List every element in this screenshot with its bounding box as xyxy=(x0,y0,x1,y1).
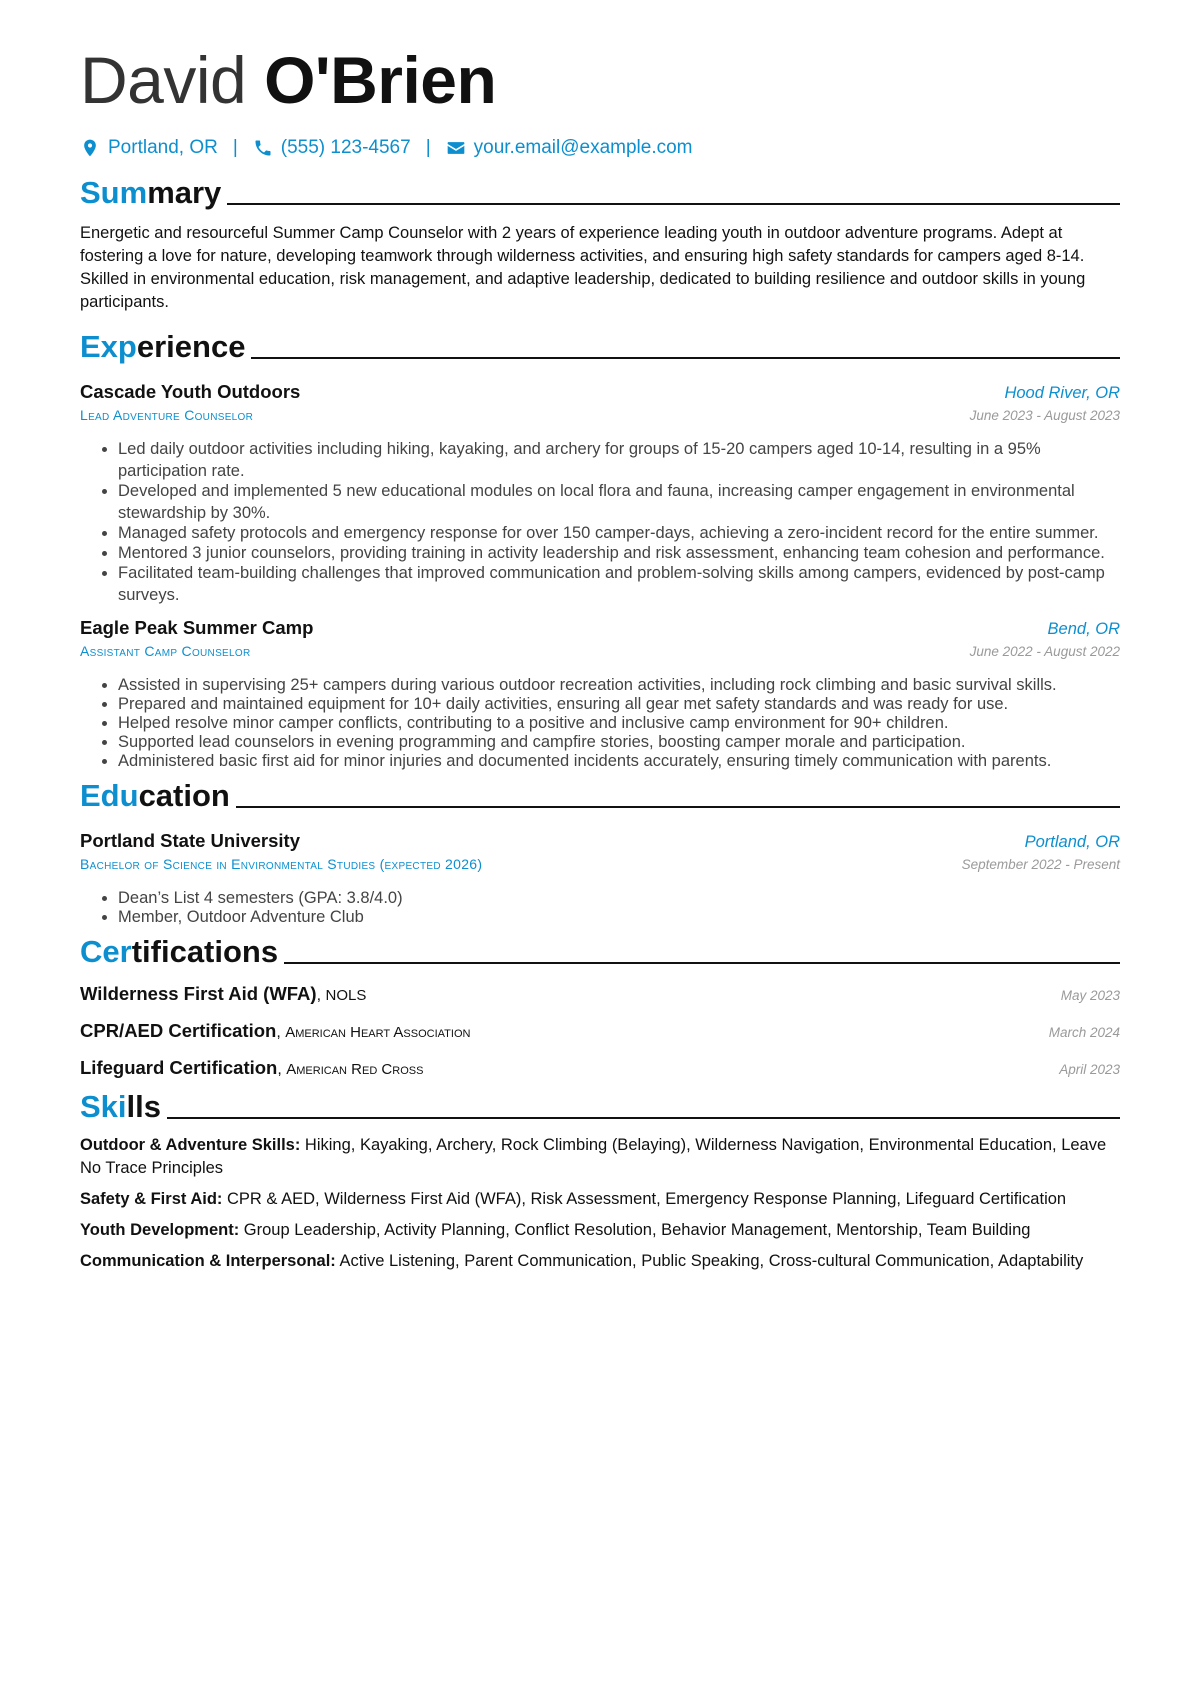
email-text: your.email@example.com xyxy=(473,137,693,158)
section-title: Summary xyxy=(80,175,222,210)
section-title: Certifications xyxy=(80,934,279,969)
list-item: • Led daily outdoor activities including hiking, kayaking, and archery for groups of 15-20 campers aged 10-14, resulting in a 95% participation rate. xyxy=(118,438,1120,482)
first-name: David xyxy=(80,43,247,117)
section-title: Skills xyxy=(80,1089,161,1124)
certification-issuer: American Heart Association xyxy=(285,1024,471,1041)
list-item: • Administered basic first aid for minor injuries and documented incidents accurately, ensuring timely communication with parents. xyxy=(118,750,1120,772)
contact-location xyxy=(80,137,218,159)
job-title: Lead Adventure Counselor xyxy=(80,407,254,423)
list-item: • Managed safety protocols and emergency response for over 150 camper-days, achieving a zero-incident record for the entire summer. xyxy=(118,522,1120,544)
contact-bar xyxy=(80,134,1120,162)
contact-separator: | xyxy=(425,137,431,158)
bullet-list xyxy=(80,438,1120,606)
certification-date: March 2024 xyxy=(1048,1025,1120,1040)
skill-values: Hiking, Kayaking, Archery, Rock Climbing (Belaying), Wilderness Navigation, Environmental Education, Leave No Trace Principles xyxy=(80,1136,1107,1177)
contact-separator: | xyxy=(232,137,238,158)
experience-section-header xyxy=(80,328,1120,366)
experience-entry xyxy=(80,380,1120,606)
section-rule xyxy=(284,962,1120,964)
certifications-list xyxy=(80,975,1120,1086)
entry-dates: September 2022 - Present xyxy=(961,857,1120,872)
phone-icon xyxy=(253,138,273,158)
skill-group xyxy=(80,1219,1120,1242)
list-item: • Prepared and maintained equipment for 10+ daily activities, ensuring all gear met safety standards and was ready for use. xyxy=(118,693,1120,715)
entry-location: Bend, OR xyxy=(1047,620,1120,638)
job-title: Assistant Camp Counselor xyxy=(80,643,251,659)
certification-item: Lifeguard Certification, American Red Cross April 2023 xyxy=(80,1049,1120,1086)
certification-name: Lifeguard Certification xyxy=(80,1057,278,1078)
certifications-section-header xyxy=(80,933,1120,971)
employer-name: Eagle Peak Summer Camp xyxy=(80,617,314,638)
summary-section-header xyxy=(80,174,1120,212)
employer-name: Cascade Youth Outdoors xyxy=(80,381,301,402)
education-entry xyxy=(80,829,1120,928)
section-rule xyxy=(236,806,1120,808)
list-item: • Supported lead counselors in evening programming and campfire stories, boosting camper morale and participation. xyxy=(118,731,1120,753)
bullet-list xyxy=(80,674,1120,772)
experience-entry xyxy=(80,616,1120,772)
skill-group xyxy=(80,1134,1120,1180)
certification-item: Wilderness First Aid (WFA), NOLS May 2023 xyxy=(80,975,1120,1012)
entry-location: Portland, OR xyxy=(1024,833,1120,851)
map-pin-icon xyxy=(80,138,100,158)
list-item: • Member, Outdoor Adventure Club xyxy=(118,906,1120,928)
section-rule xyxy=(227,203,1120,205)
last-name: O'Brien xyxy=(264,43,497,117)
section-rule xyxy=(251,357,1120,359)
list-item: • Assisted in supervising 25+ campers during various outdoor recreation activities, including rock climbing and basic survival skills. xyxy=(118,674,1120,696)
contact-email[interactable] xyxy=(446,137,693,159)
skill-label: Youth Development: xyxy=(80,1221,240,1239)
skills-section-header xyxy=(80,1088,1120,1126)
certification-issuer: American Red Cross xyxy=(286,1061,424,1078)
certification-issuer: NOLS xyxy=(325,987,367,1004)
section-title: Education xyxy=(80,778,230,813)
list-item: • Facilitated team-building challenges that improved communication and problem-solving skills among campers, evidenced by post-camp surveys. xyxy=(118,562,1120,606)
skill-group xyxy=(80,1250,1120,1273)
envelope-icon xyxy=(446,138,466,158)
school-name: Portland State University xyxy=(80,830,301,851)
certification-name: CPR/AED Certification xyxy=(80,1020,277,1041)
entry-location: Hood River, OR xyxy=(1004,384,1120,402)
certification-date: April 2023 xyxy=(1059,1062,1120,1077)
skills-list xyxy=(80,1134,1120,1273)
skill-group xyxy=(80,1188,1120,1211)
skill-label: Safety & First Aid: xyxy=(80,1190,223,1208)
entry-dates: June 2023 - August 2023 xyxy=(969,408,1120,423)
resume-page xyxy=(80,40,1120,1273)
bullet-list xyxy=(80,887,1120,928)
skill-label: Outdoor & Adventure Skills: xyxy=(80,1136,301,1154)
certification-name: Wilderness First Aid (WFA) xyxy=(80,983,317,1004)
skill-values: Group Leadership, Activity Planning, Conflict Resolution, Behavior Management, Mentorship, Team Building xyxy=(243,1221,1031,1239)
certification-date: May 2023 xyxy=(1060,988,1120,1003)
certification-item: CPR/AED Certification, American Heart Association March 2024 xyxy=(80,1012,1120,1049)
section-title: Experience xyxy=(80,329,246,364)
phone-text: (555) 123-4567 xyxy=(280,137,411,158)
location-text: Portland, OR xyxy=(108,137,218,158)
list-item: • Helped resolve minor camper conflicts, contributing to a positive and inclusive camp environment for 90+ children. xyxy=(118,712,1120,734)
degree: Bachelor of Science in Environmental Studies (expected 2026) xyxy=(80,856,483,872)
skill-values: CPR & AED, Wilderness First Aid (WFA), Risk Assessment, Emergency Response Planning, Lifeguard Certification xyxy=(227,1190,1067,1208)
entry-dates: June 2022 - August 2022 xyxy=(969,644,1120,659)
list-item: • Dean’s List 4 semesters (GPA: 3.8/4.0) xyxy=(118,887,1120,909)
section-rule xyxy=(167,1117,1120,1119)
skill-label: Communication & Interpersonal: xyxy=(80,1252,336,1270)
contact-phone[interactable] xyxy=(253,137,411,159)
summary-text: Energetic and resourceful Summer Camp Counselor with 2 years of experience leading youth in outdoor adventure programs. Adept at fostering a love for nature, developing teamwork through wilderness activities, and ensuring high safety standards for campers aged 8-14. Skilled in environmental education, risk management, and adaptive leadership, dedicated to building resilience and outdoor skills in young participants. xyxy=(80,224,1086,311)
skill-values: Active Listening, Parent Communication, Public Speaking, Cross-cultural Communication, Adaptability xyxy=(339,1252,1084,1270)
education-section-header xyxy=(80,777,1120,815)
list-item: • Developed and implemented 5 new educational modules on local flora and fauna, increasing camper engagement in environmental stewardship by 30%. xyxy=(118,480,1120,524)
name-heading xyxy=(80,40,1120,120)
list-item: • Mentored 3 junior counselors, providing training in activity leadership and risk assessment, enhancing team cohesion and performance. xyxy=(118,542,1120,564)
